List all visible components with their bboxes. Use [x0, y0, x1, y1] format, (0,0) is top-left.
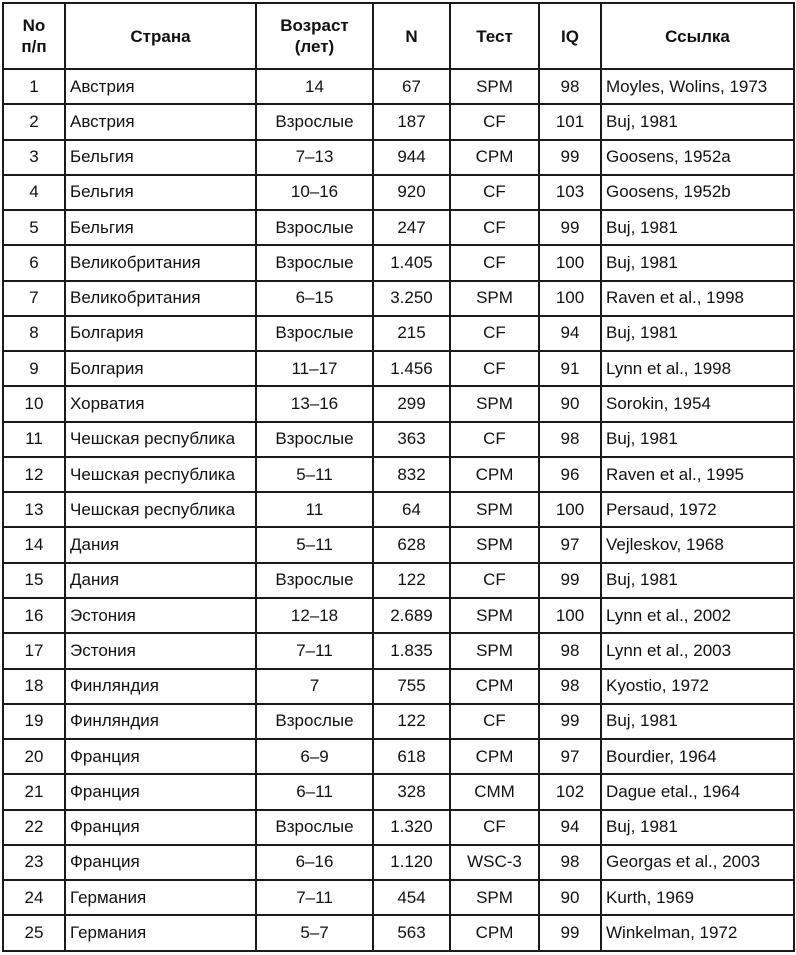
cell-number: 20	[3, 739, 65, 774]
cell-number: 13	[3, 492, 65, 527]
cell-n: 618	[373, 739, 450, 774]
cell-age: 11	[256, 492, 373, 527]
cell-reference: Buj, 1981	[601, 104, 794, 139]
cell-iq: 98	[539, 845, 601, 880]
cell-test: CMM	[450, 774, 539, 809]
cell-reference: Bourdier, 1964	[601, 739, 794, 774]
cell-reference: Lynn et al., 2002	[601, 598, 794, 633]
table-row	[3, 351, 794, 386]
cell-age: 7–13	[256, 140, 373, 175]
cell-iq: 90	[539, 880, 601, 915]
cell-iq: 100	[539, 281, 601, 316]
table-row	[3, 175, 794, 210]
cell-iq: 97	[539, 739, 601, 774]
cell-number: 14	[3, 527, 65, 562]
cell-number: 17	[3, 633, 65, 668]
cell-reference: Raven et al., 1995	[601, 457, 794, 492]
cell-reference: Sorokin, 1954	[601, 386, 794, 421]
table-row	[3, 104, 794, 139]
table-row	[3, 457, 794, 492]
table-row	[3, 598, 794, 633]
cell-reference: Dague etal., 1964	[601, 774, 794, 809]
cell-country: Болгария	[65, 351, 256, 386]
cell-number: 4	[3, 175, 65, 210]
cell-n: 122	[373, 704, 450, 739]
cell-iq: 100	[539, 598, 601, 633]
cell-test: SPM	[450, 386, 539, 421]
table-row	[3, 140, 794, 175]
cell-test: SPM	[450, 527, 539, 562]
table-row	[3, 774, 794, 809]
table-row	[3, 281, 794, 316]
cell-test: SPM	[450, 633, 539, 668]
cell-iq: 99	[539, 140, 601, 175]
cell-iq: 94	[539, 316, 601, 351]
cell-country: Франция	[65, 810, 256, 845]
cell-n: 2.689	[373, 598, 450, 633]
cell-number: 7	[3, 281, 65, 316]
cell-number: 1	[3, 69, 65, 104]
cell-country: Австрия	[65, 69, 256, 104]
cell-age: Взрослые	[256, 810, 373, 845]
header-country: Страна	[65, 3, 256, 69]
cell-country: Чешская республика	[65, 457, 256, 492]
cell-age: 11–17	[256, 351, 373, 386]
cell-test: CF	[450, 175, 539, 210]
cell-age: 13–16	[256, 386, 373, 421]
cell-test: SPM	[450, 880, 539, 915]
cell-test: SPM	[450, 598, 539, 633]
table-row	[3, 915, 794, 951]
cell-number: 5	[3, 210, 65, 245]
table-row	[3, 739, 794, 774]
cell-iq: 98	[539, 669, 601, 704]
header-n: N	[373, 3, 450, 69]
table-row	[3, 245, 794, 280]
cell-reference: Kyostio, 1972	[601, 669, 794, 704]
cell-age: Взрослые	[256, 104, 373, 139]
cell-number: 11	[3, 422, 65, 457]
cell-iq: 101	[539, 104, 601, 139]
cell-iq: 90	[539, 386, 601, 421]
cell-age: 10–16	[256, 175, 373, 210]
cell-test: CPM	[450, 669, 539, 704]
cell-test: CPM	[450, 457, 539, 492]
cell-reference: Lynn et al., 2003	[601, 633, 794, 668]
cell-iq: 97	[539, 527, 601, 562]
cell-country: Великобритания	[65, 281, 256, 316]
cell-age: Взрослые	[256, 245, 373, 280]
cell-number: 15	[3, 563, 65, 598]
cell-n: 1.120	[373, 845, 450, 880]
table-row	[3, 492, 794, 527]
cell-test: CF	[450, 810, 539, 845]
cell-number: 24	[3, 880, 65, 915]
cell-test: CF	[450, 316, 539, 351]
header-number-line2: п/п	[21, 37, 47, 56]
cell-country: Германия	[65, 915, 256, 951]
table-row	[3, 386, 794, 421]
table-row	[3, 210, 794, 245]
cell-age: Взрослые	[256, 563, 373, 598]
cell-reference: Buj, 1981	[601, 704, 794, 739]
cell-n: 299	[373, 386, 450, 421]
cell-n: 755	[373, 669, 450, 704]
cell-test: SPM	[450, 281, 539, 316]
cell-reference: Moyles, Wolins, 1973	[601, 69, 794, 104]
cell-test: CF	[450, 351, 539, 386]
cell-n: 1.456	[373, 351, 450, 386]
cell-n: 1.405	[373, 245, 450, 280]
table-body	[3, 69, 794, 951]
cell-n: 3.250	[373, 281, 450, 316]
header-test: Тест	[450, 3, 539, 69]
cell-iq: 98	[539, 69, 601, 104]
cell-reference: Goosens, 1952a	[601, 140, 794, 175]
cell-reference: Buj, 1981	[601, 316, 794, 351]
cell-n: 187	[373, 104, 450, 139]
table-row	[3, 563, 794, 598]
cell-iq: 99	[539, 210, 601, 245]
cell-n: 363	[373, 422, 450, 457]
cell-country: Австрия	[65, 104, 256, 139]
header-reference: Ссылка	[601, 3, 794, 69]
cell-age: 5–11	[256, 457, 373, 492]
table-row	[3, 669, 794, 704]
cell-age: 7–11	[256, 880, 373, 915]
cell-country: Бельгия	[65, 140, 256, 175]
cell-number: 21	[3, 774, 65, 809]
cell-number: 16	[3, 598, 65, 633]
cell-country: Франция	[65, 774, 256, 809]
table-row	[3, 527, 794, 562]
cell-country: Франция	[65, 739, 256, 774]
cell-n: 454	[373, 880, 450, 915]
header-age	[256, 3, 373, 69]
cell-iq: 91	[539, 351, 601, 386]
cell-country: Финляндия	[65, 704, 256, 739]
cell-country: Великобритания	[65, 245, 256, 280]
cell-age: 6–16	[256, 845, 373, 880]
cell-iq: 98	[539, 633, 601, 668]
table-row	[3, 845, 794, 880]
table-row	[3, 316, 794, 351]
cell-country: Бельгия	[65, 210, 256, 245]
cell-country: Германия	[65, 880, 256, 915]
table-header	[3, 3, 794, 69]
header-age-line2: (лет)	[294, 37, 335, 56]
cell-country: Хорватия	[65, 386, 256, 421]
table-row	[3, 880, 794, 915]
header-row	[3, 3, 794, 69]
cell-n: 64	[373, 492, 450, 527]
cell-age: 7–11	[256, 633, 373, 668]
cell-n: 122	[373, 563, 450, 598]
cell-reference: Lynn et al., 1998	[601, 351, 794, 386]
cell-iq: 103	[539, 175, 601, 210]
cell-country: Чешская республика	[65, 492, 256, 527]
cell-iq: 96	[539, 457, 601, 492]
cell-test: CF	[450, 563, 539, 598]
cell-n: 328	[373, 774, 450, 809]
cell-reference: Buj, 1981	[601, 563, 794, 598]
cell-country: Чешская республика	[65, 422, 256, 457]
cell-number: 18	[3, 669, 65, 704]
cell-reference: Persaud, 1972	[601, 492, 794, 527]
cell-number: 25	[3, 915, 65, 951]
cell-test: WSC-3	[450, 845, 539, 880]
cell-age: Взрослые	[256, 210, 373, 245]
cell-iq: 100	[539, 245, 601, 280]
cell-test: CPM	[450, 739, 539, 774]
cell-age: 5–11	[256, 527, 373, 562]
cell-iq: 99	[539, 563, 601, 598]
cell-iq: 99	[539, 915, 601, 951]
header-number-line1: No	[22, 16, 46, 35]
table-row	[3, 69, 794, 104]
table-row	[3, 633, 794, 668]
cell-age: 5–7	[256, 915, 373, 951]
cell-number: 12	[3, 457, 65, 492]
cell-n: 628	[373, 527, 450, 562]
cell-reference: Buj, 1981	[601, 422, 794, 457]
cell-age: Взрослые	[256, 704, 373, 739]
cell-country: Франция	[65, 845, 256, 880]
cell-country: Дания	[65, 527, 256, 562]
cell-iq: 100	[539, 492, 601, 527]
cell-number: 6	[3, 245, 65, 280]
cell-country: Финляндия	[65, 669, 256, 704]
cell-test: CF	[450, 210, 539, 245]
cell-number: 19	[3, 704, 65, 739]
cell-reference: Goosens, 1952b	[601, 175, 794, 210]
cell-country: Дания	[65, 563, 256, 598]
cell-number: 3	[3, 140, 65, 175]
iq-data-table	[2, 2, 795, 952]
cell-test: CF	[450, 422, 539, 457]
cell-test: CF	[450, 704, 539, 739]
cell-age: 6–11	[256, 774, 373, 809]
cell-test: CF	[450, 245, 539, 280]
cell-reference: Buj, 1981	[601, 245, 794, 280]
cell-iq: 98	[539, 422, 601, 457]
cell-reference: Buj, 1981	[601, 810, 794, 845]
cell-number: 9	[3, 351, 65, 386]
cell-n: 563	[373, 915, 450, 951]
cell-test: SPM	[450, 69, 539, 104]
cell-age: 7	[256, 669, 373, 704]
cell-country: Бельгия	[65, 175, 256, 210]
cell-age: 6–15	[256, 281, 373, 316]
cell-number: 23	[3, 845, 65, 880]
cell-country: Эстония	[65, 633, 256, 668]
cell-country: Болгария	[65, 316, 256, 351]
cell-reference: Vejleskov, 1968	[601, 527, 794, 562]
cell-age: 6–9	[256, 739, 373, 774]
header-iq: IQ	[539, 3, 601, 69]
cell-number: 8	[3, 316, 65, 351]
cell-n: 247	[373, 210, 450, 245]
cell-n: 215	[373, 316, 450, 351]
cell-n: 832	[373, 457, 450, 492]
cell-n: 1.320	[373, 810, 450, 845]
cell-test: CF	[450, 104, 539, 139]
cell-age: 12–18	[256, 598, 373, 633]
cell-n: 944	[373, 140, 450, 175]
cell-n: 1.835	[373, 633, 450, 668]
cell-reference: Georgas et al., 2003	[601, 845, 794, 880]
cell-number: 22	[3, 810, 65, 845]
cell-age: Взрослые	[256, 422, 373, 457]
cell-reference: Buj, 1981	[601, 210, 794, 245]
cell-age: 14	[256, 69, 373, 104]
cell-test: CPM	[450, 915, 539, 951]
cell-age: Взрослые	[256, 316, 373, 351]
header-age-line1: Возраст	[280, 16, 349, 35]
table-row	[3, 810, 794, 845]
cell-country: Эстония	[65, 598, 256, 633]
cell-n: 67	[373, 69, 450, 104]
cell-iq: 94	[539, 810, 601, 845]
table-row	[3, 704, 794, 739]
cell-reference: Kurth, 1969	[601, 880, 794, 915]
cell-test: CPM	[450, 140, 539, 175]
cell-n: 920	[373, 175, 450, 210]
cell-iq: 99	[539, 704, 601, 739]
cell-reference: Raven et al., 1998	[601, 281, 794, 316]
cell-test: SPM	[450, 492, 539, 527]
cell-reference: Winkelman, 1972	[601, 915, 794, 951]
header-number	[3, 3, 65, 69]
cell-number: 10	[3, 386, 65, 421]
cell-iq: 102	[539, 774, 601, 809]
cell-number: 2	[3, 104, 65, 139]
table-row	[3, 422, 794, 457]
